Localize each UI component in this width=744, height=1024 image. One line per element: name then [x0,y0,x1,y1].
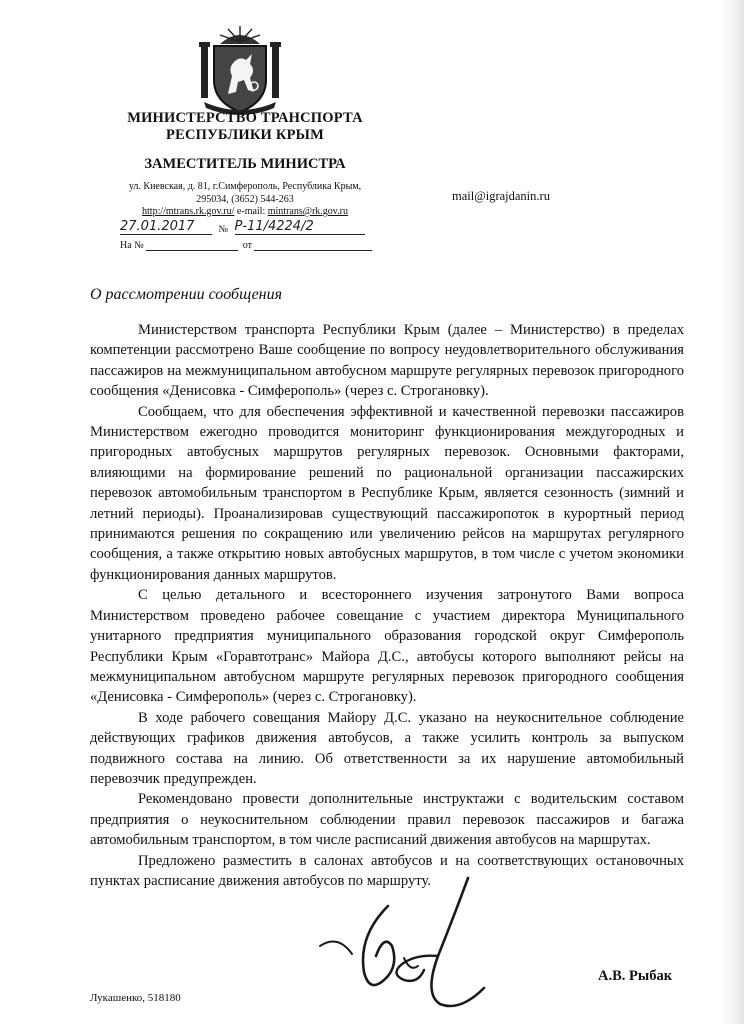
number-label: № [218,224,229,235]
paragraph: Министерством транспорта Республики Крым (далее – Министерство) в пределах компетенции рассмотрено Ваше сообщение по вопросу неудовлетворительного обслуживания пассажиров на межмуниципальном автобусном маршруте регулярных перевозок пригородного сообщения «Денисовка - Симферополь» (через с. Строгановку). [90,322,684,400]
website-link[interactable]: http://mtrans.rk.gov.ru/ [142,206,235,217]
reference-number-blank [146,240,238,251]
ministry-address: ул. Киевская, д. 81, г.Симферополь, Республика Крым, 295034, (3652) 544-263 [128,181,362,205]
scan-edge-shadow [722,0,744,1024]
email-link[interactable]: mintrans@rk.gov.ru [267,206,348,217]
registration-number: Р-11/4224/2 [235,219,365,235]
executor-info: Лукашенко, 518180 [90,992,181,1004]
paragraph: Рекомендовано провести дополнительные инструктажи с водительским составом предприятия о неукоснительном соблюдении правил перевозок пассажиров и багажа автомобильным транспортом, в том числе расписаний движения автобусов на маршрутах. [90,791,684,849]
recipient-email: mail@igrajdanin.ru [452,189,550,203]
paragraph: С целью детального и всестороннего изучения затронутого Вами вопроса Министерством проведено рабочее совещание с участием директора Муниципального унитарного предприятия муниципального образования городской округ Симферополь Республики Крым «Горавтотранс» Майора Д.С., автобусы которого выполняют рейсы на межмуниципальном автобусном маршруте регулярных перевозок пригородного сообщения «Денисовка - Симферополь» (через с. Строгановку). [90,587,684,706]
letter-body [90,320,684,891]
ministry-name: МИНИСТЕРСТВО ТРАНСПОРТА РЕСПУБЛИКИ КРЫМ [127,110,363,143]
handwritten-signature [318,876,528,1010]
paragraph: В ходе рабочего совещания Майору Д.С. указано на неукоснительное соблюдение действующих графиков движения автобусов, а также усилить контроль за выпуском подвижного состава на линию. Об ответственности за их нарушение автомобильный перевозчик предупрежден. [90,709,684,787]
deputy-title: ЗАМЕСТИТЕЛЬ МИНИСТРА [144,156,346,172]
email-label: e-mail: [236,206,266,217]
letter-subject: О рассмотрении сообщения [90,286,283,303]
reference-date-blank [254,240,372,251]
signer-name: А.В. Рыбак [598,968,673,984]
letterhead [100,110,390,217]
registration-line [120,219,365,235]
from-label: от [242,240,252,251]
reference-label: На № [120,240,144,251]
crimea-coat-of-arms-icon [198,24,282,116]
reference-line [120,240,372,251]
ministry-contacts [100,206,390,217]
paragraph: Предложено разместить в салонах автобусов и на соответствующих остановочных пунктах расписание движения автобусов по маршруту. [90,852,684,889]
paragraph: Сообщаем, что для обеспечения эффективной и качественной перевозки пассажиров Министерством ежегодно проводится мониторинг функционирования междугородных и пригородных автобусных маршрутов регулярных перевозок. Основными факторами, влияющими на формирование решений по рациональной организации пассажирских перевозок автомобильным транспортом в Республике Крым, является сезонность (зимний и летний периоды). Проанализировав существующий пассажиропоток в курортный период принимаются решения по сокращению или увеличению рейсов на маршрутах регулярного сообщения, а также открытию новых автобусных маршрутов, в том числе с учетом экономики функционирования данных маршрутов. [90,403,684,583]
registration-date: 27.01.2017 [120,219,212,235]
